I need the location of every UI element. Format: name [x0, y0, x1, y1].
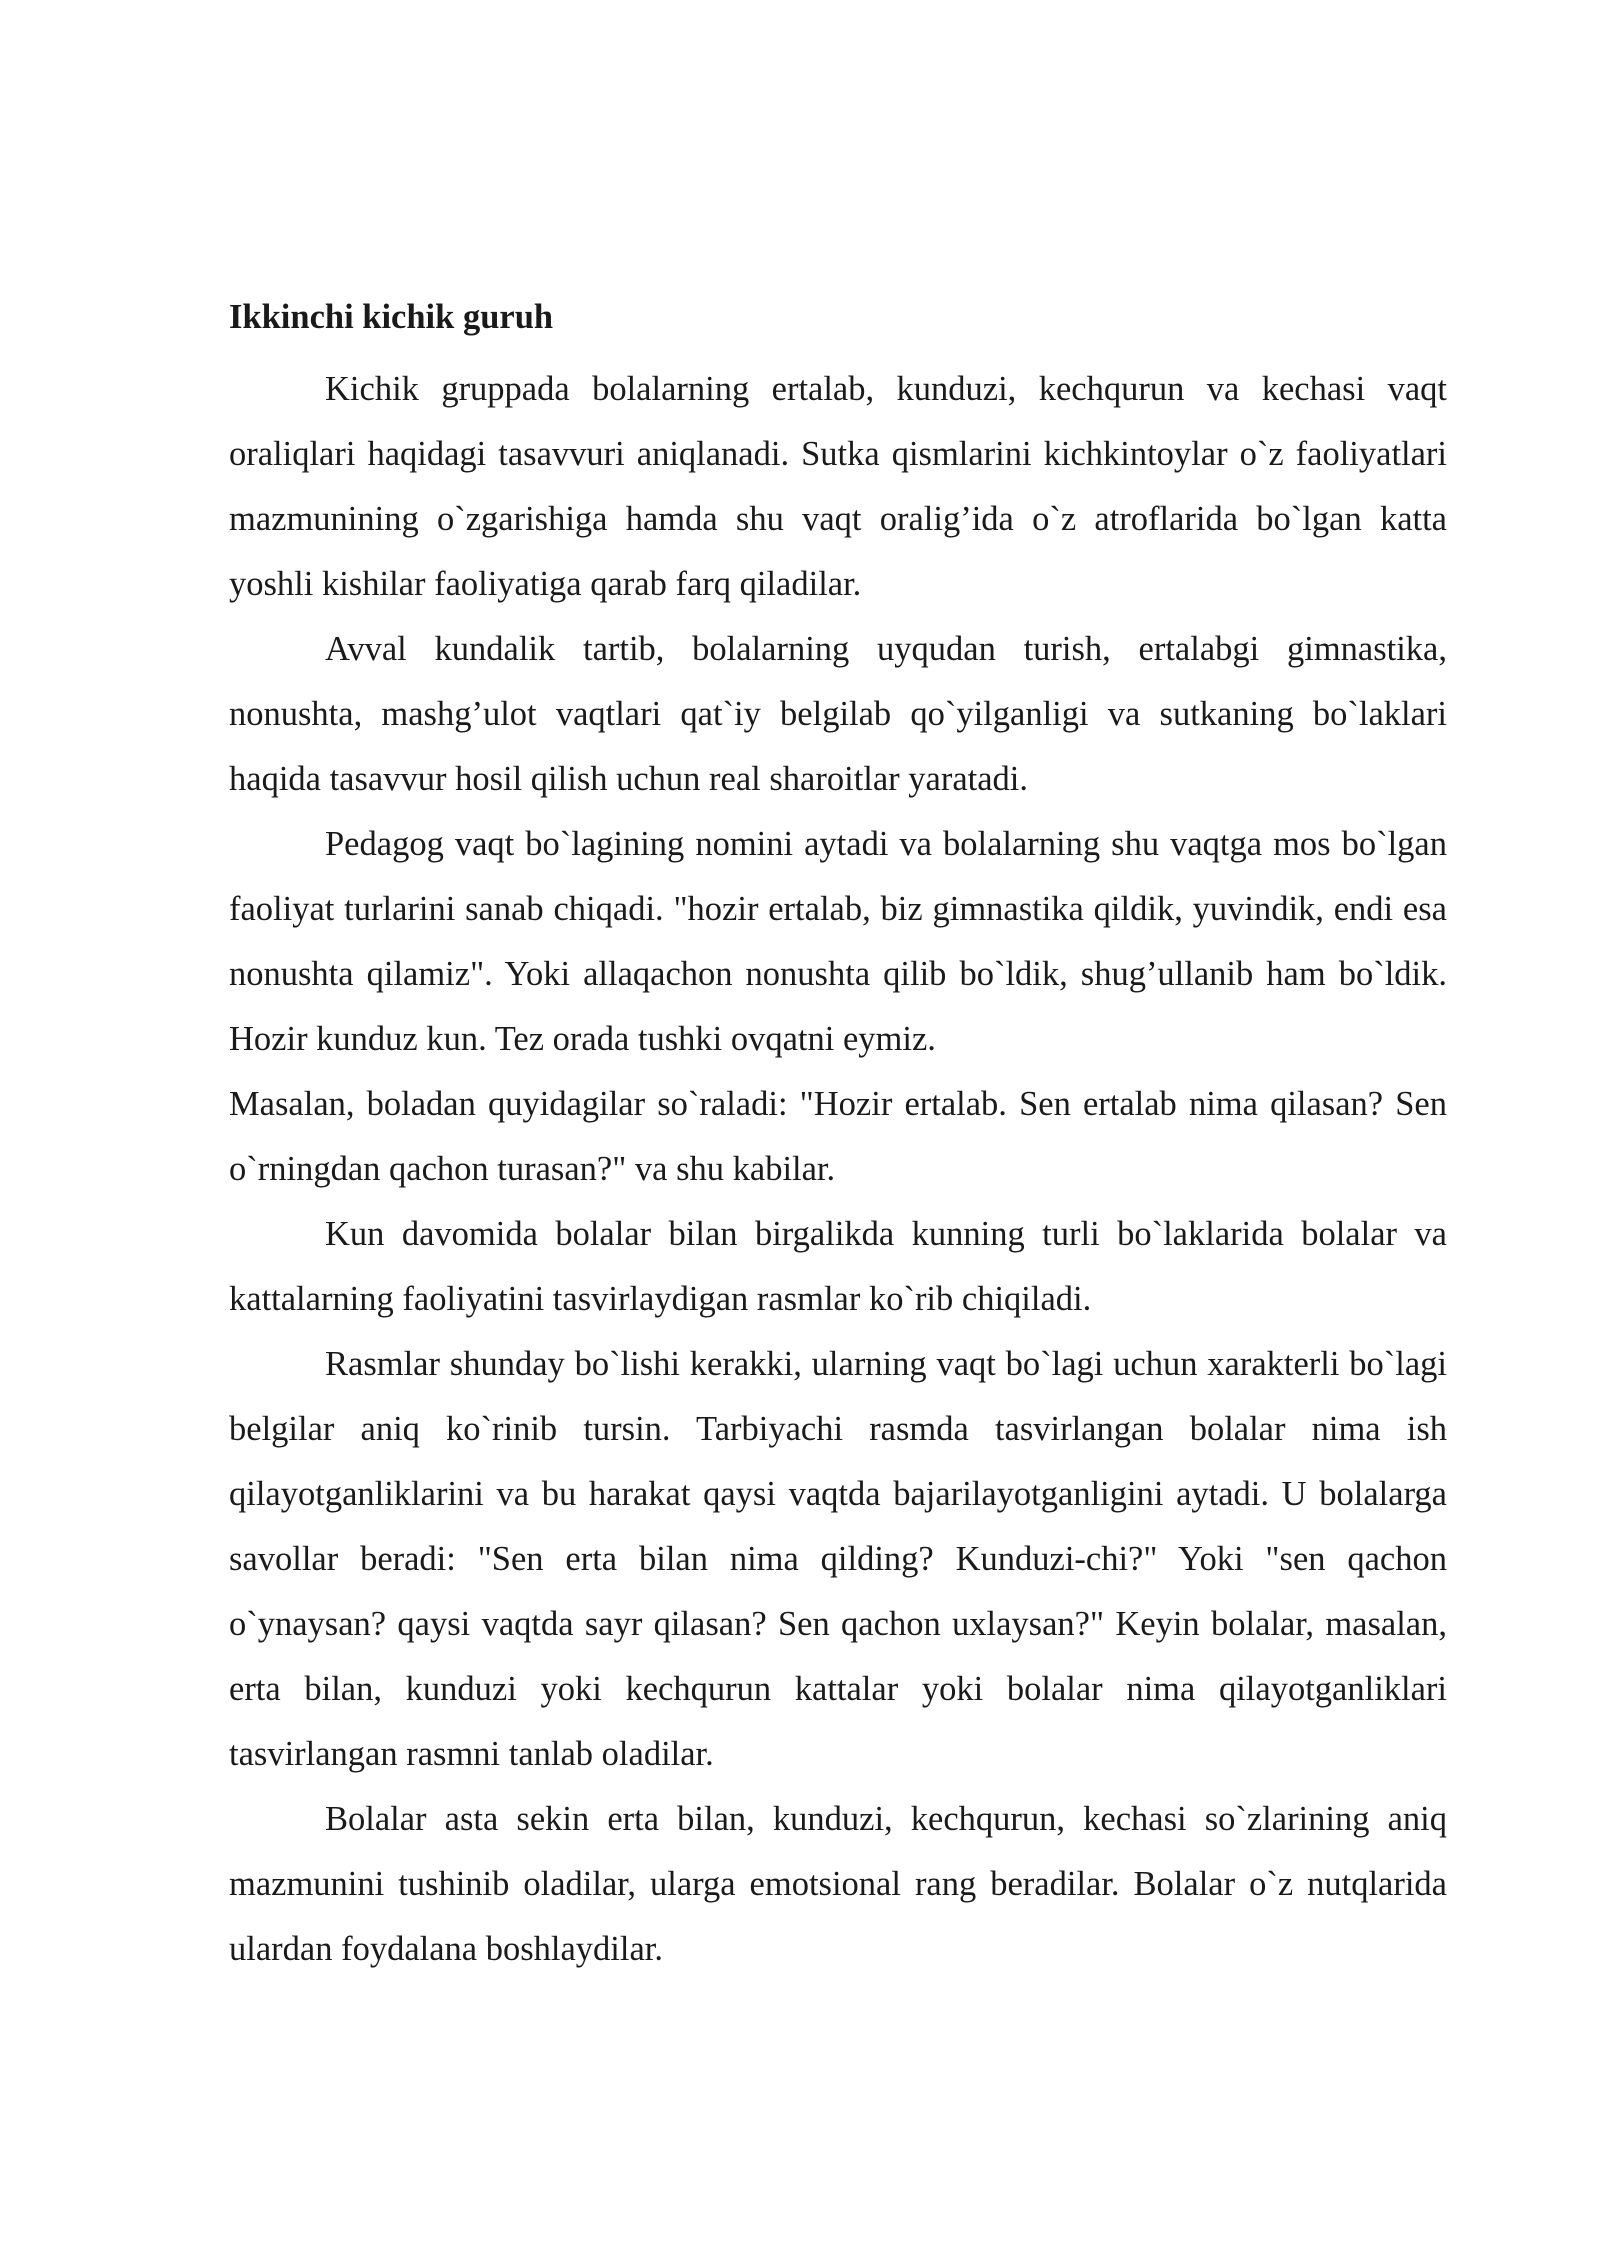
paragraph-1: Kichik gruppada bolalarning ertalab, kunduzi, kechqurun va kechasi vaqt oraliqlari haqidagi tasavvuri aniqlanadi. Sutka qismlarini kichkintoylar o`z faoliyatlari mazmunining o`zgarishiga hamda shu vaqt oralig’ida o`z atroflarida bo`lgan katta yoshli kishilar faoliyatiga qarab farq qiladilar. — [229, 370, 1447, 603]
paragraph-3: Pedagog vaqt bo`lagining nomini aytadi va bolalarning shu vaqtga mos bo`lgan faoliyat turlarini sanab chiqadi. "hozir ertalab, biz gimnastika qildik, yuvindik, endi esa nonushta qilamiz". Yoki allaqachon nonushta qilib bo`ldik, shug’ullanib ham bo`ldik. Hozir kunduz kun. Tez orada tushki ovqatni eymiz. — [229, 825, 1447, 1058]
paragraph-4: Masalan, boladan quyidagilar so`raladi: "Hozir ertalab. Sen ertalab nima qilasan? Sen o`rningdan qachon turasan?" va shu kabilar. — [229, 1085, 1447, 1188]
paragraph-2: Avval kundalik tartib, bolalarning uyqudan turish, ertalabgi gimnastika, nonushta, mashg’ulot vaqtlari qat`iy belgilab qo`yilganligi va sutkaning bo`laklari haqida tasavvur hosil qilish uchun real sharoitlar yaratadi. — [229, 630, 1447, 798]
paragraph-7: Bolalar asta sekin erta bilan, kunduzi, kechqurun, kechasi so`zlarining aniq mazmunini tushinib oladilar, ularga emotsional rang beradilar. Bolalar o`z nutqlarida ulardan foydalana boshlaydilar. — [229, 1800, 1447, 1968]
paragraph-5: Kun davomida bolalar bilan birgalikda kunning turli bo`laklarida bolalar va kattalarning faoliyatini tasvirlaydigan rasmlar ko`rib chiqiladi. — [229, 1215, 1447, 1318]
paragraph-6: Rasmlar shunday bo`lishi kerakki, ularning vaqt bo`lagi uchun xarakterli bo`lagi belgilar aniq ko`rinib tursin. Tarbiyachi rasmda tasvirlangan bolalar nima ish qilayotganliklarini va bu harakat qaysi vaqtda bajarilayotganligini aytadi. U bolalarga savollar beradi: "Sen erta bilan nima qilding? Kunduzi-chi?" Yoki "sen qachon o`ynaysan? qaysi vaqtda sayr qilasan? Sen qachon uxlaysan?" Keyin bolalar, masalan, erta bilan, kunduzi yoki kechqurun kattalar yoki bolalar nima qilayotganliklari tasvirlangan rasmni tanlab oladilar. — [229, 1345, 1447, 1773]
document-body — [229, 292, 1447, 1982]
section-heading: Ikkinchi kichik guruh — [229, 298, 554, 336]
